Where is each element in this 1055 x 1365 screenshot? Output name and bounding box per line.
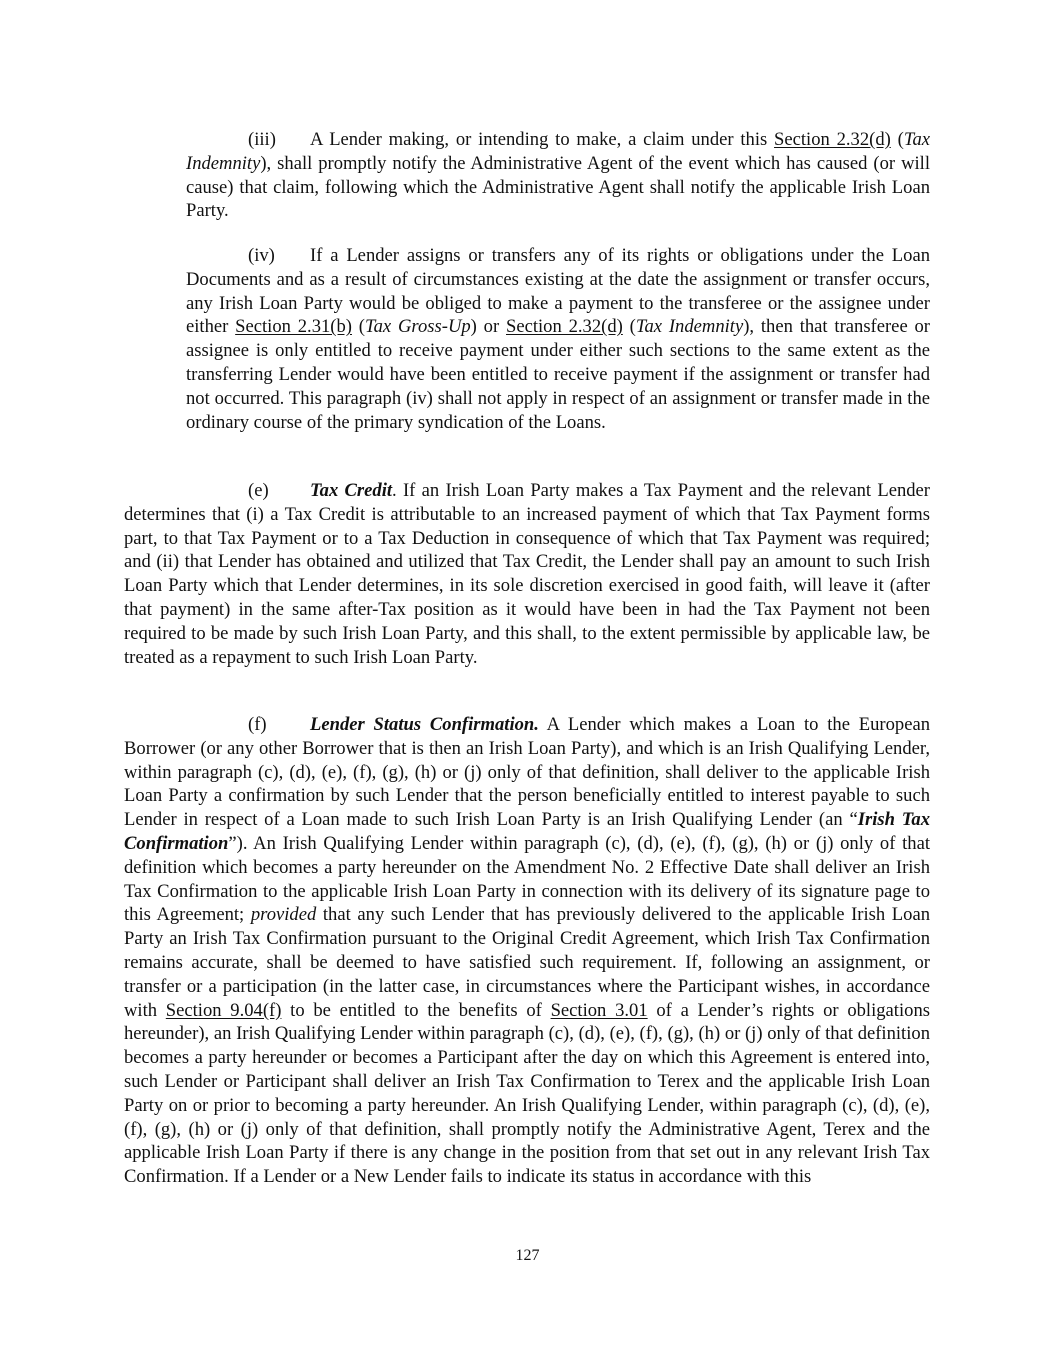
section-reference: Section 3.01 bbox=[550, 999, 648, 1021]
paragraph-label: (e) bbox=[248, 480, 269, 501]
section-reference: Section 2.32(d) bbox=[506, 316, 623, 338]
paragraph-label: (iii) bbox=[248, 129, 276, 150]
paragraph-iv: (iv) If a Lender assigns or transfers any of its rights or obligations under the Loan Documents and as a result of circumstances existing at the date the assignment or transfer occurs, any Irish Loan Party would be obliged to make a payment to the transferee or the assignee under either Section 2.31(b) (Tax Gross-Up) or Section 2.32(d) (Tax Indemnity), then that transferee or assignee is only entitled to receive payment under either such sections to the same extent as the transferring Lender would have been entitled to receive payment if the assignment or transfer had not occurred. This paragraph (iv) shall not apply in respect of an assignment or transfer made in the ordinary course of the primary syndication of the Loans. bbox=[186, 245, 931, 433]
section-heading: Tax Credit bbox=[310, 480, 393, 501]
paragraph-iii: (iii) A Lender making, or intending to make, a claim under this Section 2.32(d) (Tax Indemnity), shall promptly notify the Administrative Agent of the event which has caused (or will cause) that claim, following which the Administrative Agent shall notify the applicable Irish Loan Party. bbox=[186, 129, 930, 222]
section-reference: Section 2.31(b) bbox=[235, 316, 352, 338]
section-heading: Lender Status Confirmation. bbox=[310, 714, 539, 735]
paragraph-f-lender-status: (f) Lender Status Confirmation. A Lender which makes a Loan to the European Borrower (or any other Borrower that is then an Irish Loan Party), and which is an Irish Qualifying Lender, within paragraph (c), (d), (e), (f), (g), (h) or (j) only of that definition, shall deliver to the applicable Irish Loan Party a confirmation by such Lender that the person beneficially entitled to interest payable to such Lender in respect of a Loan made to such Irish Loan Party is an Irish Qualifying Lender (an “Irish Tax Confirmation”). An Irish Qualifying Lender within paragraph (c), (d), (e), (f), (g), (h) or (j) only of that definition which becomes a party hereunder on the Amendment No. 2 Effective Date shall deliver an Irish Tax Confirmation to the applicable Irish Loan Party in connection with its delivery of its signature page to this Agreement; provided that any such Lender that has previously delivered to the applicable Irish Loan Party an Irish Tax Confirmation pursuant to the Original Credit Agreement, which Irish Tax Confirmation remains accurate, shall be deemed to have satisfied such requirement. If, following an assignment, or transfer or a participation (in the latter case, in circumstances where the Participant wishes, in accordance with Section 9.04(f) to be entitled to the benefits of Section 3.01 of a Lender’s rights or obligations hereunder), an Irish Qualifying Lender within paragraph (c), (d), (e), (f), (g), (h) or (j) only of that definition becomes a party hereunder or becomes a Participant after the day on which this Agreement is entered into, such Lender or Participant shall deliver an Irish Tax Confirmation to Terex and the applicable Irish Loan Party on or prior to becoming a party hereunder. An Irish Qualifying Lender, within paragraph (c), (d), (e), (f), (g), (h) or (j) only of that definition, shall promptly notify the Administrative Agent, Terex and the applicable Irish Loan Party if there is any change in the position from that set out in any relevant Irish Tax Confirmation. If a Lender or a New Lender fails to indicate its status in accordance with this bbox=[124, 714, 931, 1188]
section-reference: Section 9.04(f) bbox=[165, 999, 282, 1021]
defined-term: Tax Indemnity bbox=[635, 316, 744, 338]
defined-term: Tax Indemnity bbox=[186, 129, 930, 174]
paragraph-label: (iv) bbox=[248, 245, 275, 266]
paragraph-e-tax-credit: (e) Tax Credit. If an Irish Loan Party makes a Tax Payment and the relevant Lender determines that (i) a Tax Credit is attributable to an increased payment of which that Tax Payment forms part, to that Tax Payment or to a Tax Deduction in consequence of which that Tax Payment was required; and (ii) that Lender has obtained and utilized that Tax Credit, the Lender shall pay an amount to such Irish Loan Party which that Lender determines, in its sole discretion exercised in good faith, will leave it (after that payment) in the same after-Tax position as it would have been in had the Tax Payment not been required to be made by such Irish Loan Party, and this shall, to the extent permissible by applicable law, be treated as a repayment to such Irish Loan Party. bbox=[124, 480, 930, 668]
emphasis: provided bbox=[250, 904, 317, 926]
defined-term: Tax Gross-Up bbox=[365, 316, 471, 338]
page-number: 127 bbox=[515, 1247, 540, 1264]
paragraph-label: (f) bbox=[248, 714, 267, 735]
defined-term: Irish Tax Confirmation bbox=[124, 809, 930, 854]
section-reference: Section 2.32(d) bbox=[774, 129, 891, 150]
